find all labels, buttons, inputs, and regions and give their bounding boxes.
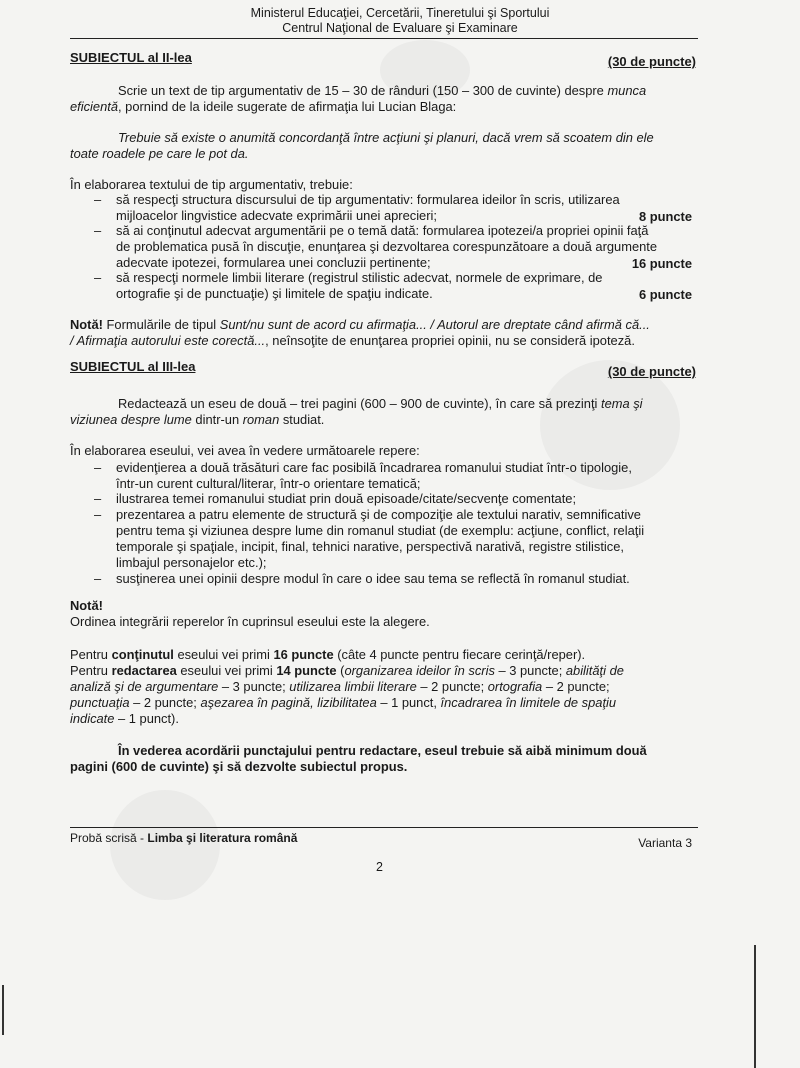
s2-note-line2: / Afirmaţia autorului este corectă..., neînsoţite de enunţarea propriei opinii, nu se consideră ipoteză. <box>70 333 635 348</box>
s3-lead: În elaborarea eseului, vei avea în vedere următoarele repere: <box>70 443 420 458</box>
s2-quote-line1: Trebuie să existe o anumită concordanţă între acţiuni şi planuri, dacă vrem să scoatem din ele <box>118 130 654 145</box>
section-2-points: (30 de puncte) <box>607 54 696 69</box>
s2-intro-line1: Scrie un text de tip argumentativ de 15 – 30 de rânduri (150 – 300 de cuvinte) despre munca <box>118 83 647 98</box>
s3-redact-line2: analiză şi de argumentare – 3 puncte; utilizarea limbii literare – 2 puncte; ortografia – 2 puncte; <box>70 679 610 694</box>
s3-note-title: Notă! <box>70 598 103 613</box>
s2-b2-points: 16 puncte <box>631 256 692 271</box>
bullet-dash: – <box>94 223 102 238</box>
s2-b2-line1: să ai conţinutul adecvat argumentării pe o temă dată: formularea ipotezei/a propriei opinii faţă <box>116 223 649 238</box>
s3-r3-line2: pentru tema şi viziunea despre lume din romanul studiat (de exemplu: acţiune, conflict, relaţii <box>116 523 645 538</box>
s2-b2-line2: de problematica pusă în discuţie, enunţarea şi dezvoltarea corespunzătoare a două argumente <box>116 239 658 254</box>
s3-intro-line1: Redactează un eseu de două – trei pagini (600 – 900 de cuvinte), în care să prezinţi tema şi <box>118 396 643 411</box>
s2-b1-line2: mijloacelor lingvistice adecvate exprimării unei aprecieri; <box>116 208 437 223</box>
s2-b3-points: 6 puncte <box>638 287 692 302</box>
bullet-dash: – <box>94 571 102 586</box>
section-2-title: SUBIECTUL al II-lea <box>70 50 192 65</box>
s3-note-text: Ordinea integrării reperelor în cuprinsul eseului este la alegere. <box>70 614 430 629</box>
footer-rule <box>70 827 698 828</box>
s3-r3-line1: prezentarea a patru elemente de structură şi de compoziţie ale textului narativ, semnificative <box>116 507 641 522</box>
s2-b3-line2: ortografie şi de punctuaţie) şi limitele de spaţiu indicate. <box>116 286 433 301</box>
bullet-dash: – <box>94 460 102 475</box>
header-rule <box>70 38 698 39</box>
s2-note-line1: Notă! Formulările de tipul Sunt/nu sunt de acord cu afirmaţia... / Autorul are dreptate când afirmă că... <box>70 317 650 332</box>
s3-r1-line1: evidenţierea a două trăsături care fac posibilă încadrarea romanului studiat într-o tipologie, <box>116 460 632 475</box>
s2-b1-points: 8 puncte <box>638 209 692 224</box>
s3-redact-line1: Pentru redactarea eseului vei primi 14 puncte (organizarea ideilor în scris – 3 puncte; abilităţi de <box>70 663 624 678</box>
s3-content-line: Pentru conţinutul eseului vei primi 16 puncte (câte 4 puncte pentru fiecare cerinţă/reper). <box>70 647 586 662</box>
section-3-points: (30 de puncte) <box>607 364 696 379</box>
s2-lead: În elaborarea textului de tip argumentativ, trebuie: <box>70 177 353 192</box>
s3-final-line2: pagini (600 de cuvinte) şi să dezvolte subiectul propus. <box>70 759 408 774</box>
bullet-dash: – <box>94 491 102 506</box>
section-3-title: SUBIECTUL al III-lea <box>70 359 196 374</box>
scan-edge-mark <box>754 945 756 1068</box>
footer-left: Probă scrisă - Limba şi literatura română <box>70 831 298 845</box>
bullet-dash: – <box>94 507 102 522</box>
bullet-dash: – <box>94 192 102 207</box>
s2-quote-line2: toate roadele pe care le pot da. <box>70 146 249 161</box>
s3-r3-line4: limbajul personajelor etc.); <box>116 555 267 570</box>
header-ministry: Ministerul Educaţiei, Cercetării, Tineretului şi Sportului <box>250 6 550 20</box>
s3-redact-line3: punctuaţia – 2 puncte; aşezarea în pagină, lizibilitatea – 1 punct, încadrarea în limitele de spaţiu <box>70 695 617 710</box>
s2-intro-line2: eficientă, pornind de la ideile sugerate de afirmaţia lui Lucian Blaga: <box>70 99 457 114</box>
s2-b1-line1: să respecţi structura discursului de tip argumentativ: formularea ideilor în scris, utilizarea <box>116 192 620 207</box>
scan-edge-mark <box>2 985 4 1035</box>
s3-intro-line2: viziunea despre lume dintr-un roman studiat. <box>70 412 325 427</box>
s2-b2-line3: adecvate ipotezei, formularea unei concluzii pertinente; <box>116 255 431 270</box>
s3-r1-line2: într-un curent cultural/literar, într-o orientare tematică; <box>116 476 421 491</box>
header-center: Centrul Naţional de Evaluare şi Examinare <box>282 21 518 35</box>
s2-b3-line1: să respecţi normele limbii literare (registrul stilistic adecvat, normele de exprimare, de <box>116 270 603 285</box>
bullet-dash: – <box>94 270 102 285</box>
s3-redact-line4: indicate – 1 punct). <box>70 711 179 726</box>
s3-r3-line3: temporale şi spaţiale, incipit, final, tehnici narative, perspectivă narativă, registre stilistice, <box>116 539 624 554</box>
s3-final-line1: În vederea acordării punctajului pentru redactare, eseul trebuie să aibă minimum două <box>118 743 647 758</box>
s3-r4-line1: susţinerea unei opinii despre modul în care o idee sau tema se reflectă în romanul studiat. <box>116 571 630 586</box>
page-number: 2 <box>376 860 383 874</box>
s3-r2-line1: ilustrarea temei romanului studiat prin două episoade/citate/secvenţe comentate; <box>116 491 577 506</box>
footer-variant: Varianta 3 <box>638 836 692 850</box>
